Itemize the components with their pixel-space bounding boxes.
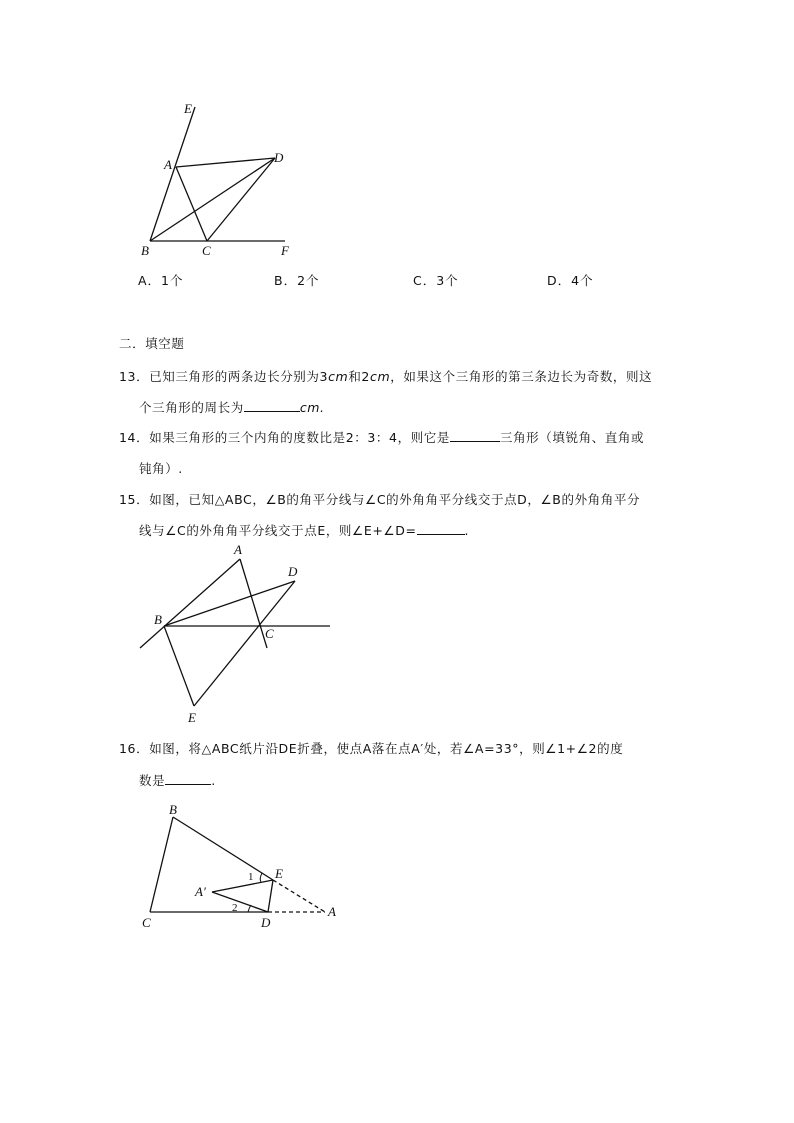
segment-ab-extended [140, 559, 240, 648]
label-e: E [275, 866, 283, 881]
label-d: D [288, 564, 298, 579]
segment-ad [176, 158, 275, 167]
ray-be [150, 107, 195, 241]
label-a: A [164, 157, 172, 172]
label-c: C [265, 626, 274, 641]
q16-text-b: . [211, 773, 216, 788]
q14-text-b: 三角形（填锐角、直角或 [499, 430, 645, 445]
label-angle-1: 1 [248, 871, 254, 883]
segment-ac-extended [240, 559, 267, 648]
q13-line2 [139, 398, 325, 416]
segment-ea-dashed [273, 880, 325, 912]
label-a: A [328, 904, 336, 919]
label-b: B [169, 802, 177, 817]
segment-bd [164, 581, 295, 626]
q16-answer-blank[interactable] [165, 772, 211, 785]
q15-line1: 15．如图，已知△ABC，∠B的角平分线与∠C的外角角平分线交于点D，∠B的外角角平分 [119, 492, 641, 507]
q15-line2 [139, 521, 469, 539]
q13-unit-a: cm [328, 369, 349, 384]
q13-text-a: 13．已知三角形的两条边长分别为3 [119, 369, 329, 384]
q13-text-b: 和2 [348, 369, 370, 384]
label-d: D [261, 915, 271, 930]
label-f: F [281, 243, 289, 258]
label-c: C [202, 243, 211, 258]
segment-a1e [212, 880, 273, 892]
angle-1-arc [260, 873, 262, 882]
q15-text-b: . [464, 523, 470, 538]
figure-q16 [130, 800, 350, 940]
section-title: 二．填空题 [119, 336, 185, 351]
segment-be [173, 817, 273, 880]
q15-answer-blank[interactable] [417, 522, 465, 535]
option-b: B．2个 [274, 273, 320, 288]
q13-unit-c: cm. [299, 400, 325, 415]
q13-text-c: ，如果这个三角形的第三条边长为奇数，则这 [390, 369, 653, 384]
option-c: C．3个 [413, 273, 459, 288]
label-c: C [142, 915, 151, 930]
q16-text-a: 数是 [139, 773, 166, 788]
option-a: A．1个 [138, 273, 184, 288]
q14-line2: 钝角）. [139, 461, 183, 476]
q16-line2 [139, 771, 216, 789]
label-b: B [154, 612, 162, 627]
label-d: D [274, 150, 284, 165]
q13-unit-b: cm [369, 369, 391, 384]
label-a: A [234, 542, 242, 557]
segment-a1d [212, 892, 268, 912]
label-a-prime: A′ [195, 884, 206, 899]
q14-answer-blank[interactable] [450, 429, 500, 442]
q16-line1: 16．如图，将△ABC纸片沿DE折叠，使点A落在点A′处，若∠A=33°，则∠1+∠2的度 [119, 741, 624, 756]
segment-ed [194, 581, 295, 706]
q15-text-a: 线与∠C的外角角平分线交于点E，则∠E+∠D= [139, 523, 417, 538]
figure-q15 [130, 540, 340, 730]
segment-bc [150, 817, 173, 912]
q13-text-d: 个三角形的周长为 [139, 400, 244, 415]
figure-q12 [130, 95, 310, 265]
segment-be [164, 626, 194, 706]
segment-ac [176, 167, 207, 241]
label-b: B [141, 243, 149, 258]
label-e: E [188, 710, 196, 725]
option-d: D．4个 [547, 273, 594, 288]
segment-cd [207, 158, 275, 241]
q14-line1 [119, 428, 644, 446]
label-angle-2: 2 [232, 902, 238, 914]
q14-text-a: 14．如果三角形的三个内角的度数比是2：3：4，则它是 [119, 430, 450, 445]
q13-line1 [119, 367, 652, 385]
segment-de [268, 880, 273, 912]
q13-answer-blank[interactable] [244, 399, 300, 412]
label-e: E [184, 101, 192, 116]
